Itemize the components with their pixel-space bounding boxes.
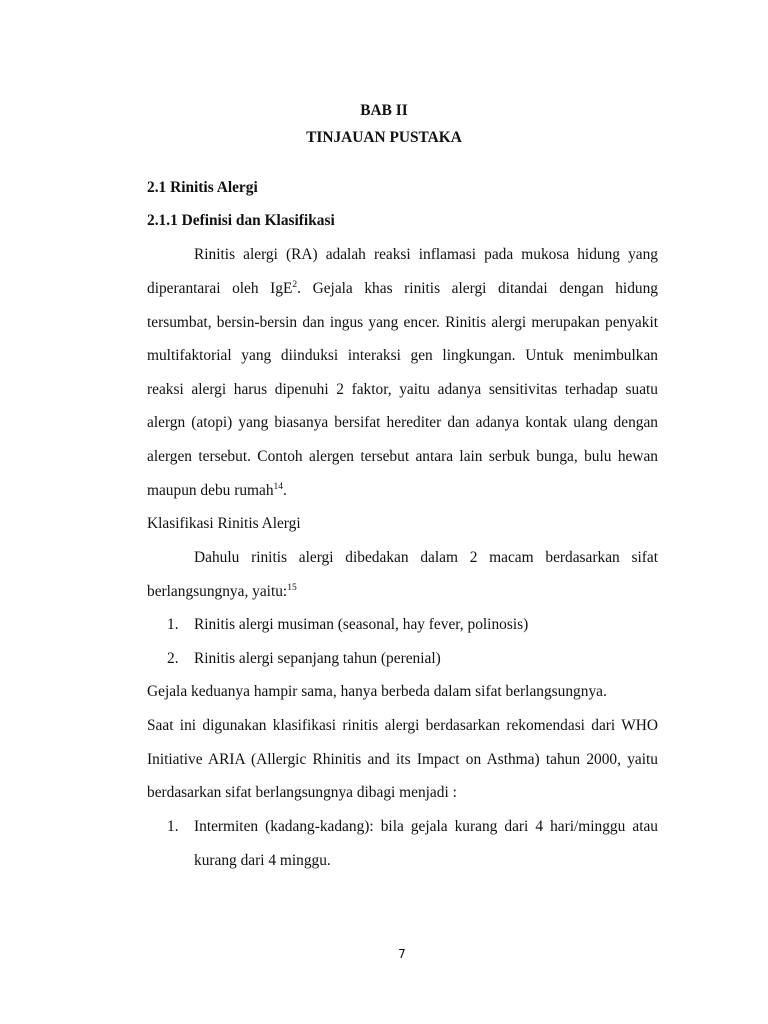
list-text-continuation: kurang dari 4 minggu. xyxy=(194,852,331,869)
paragraph-line: diperantarai oleh IgE$^2$. Gejala khas rinitis alergi ditandai dengan hidung xyxy=(147,280,658,297)
paragraph-line: tersumbat, bersin-bersin dan ingus yang encer. Rinitis alergi merupakan penyakit xyxy=(147,314,658,331)
list-text: Intermiten (kadang-kadang): bila gejala kurang dari 4 hari/minggu atau xyxy=(194,818,658,835)
list-text: Rinitis alergi musiman (seasonal, hay fever, polinosis) xyxy=(194,616,529,633)
paragraph-line: maupun debu rumah$^{14}$. xyxy=(147,482,287,499)
paragraph-line: berlangsungnya, yaitu:$^{15}$ xyxy=(147,583,297,600)
paragraph-line: Dahulu rinitis alergi dibedakan dalam 2 macam berdasarkan sifat xyxy=(194,549,658,566)
paragraph-line: Rinitis alergi (RA) adalah reaksi inflamasi pada mukosa hidung yang xyxy=(194,246,658,263)
page-number: 7 xyxy=(398,947,406,961)
list-text: Rinitis alergi sepanjang tahun (perenial) xyxy=(194,650,441,667)
list-number: 2. xyxy=(167,650,179,667)
paragraph-line: alergen tersebut. Contoh alergen tersebut antara lain serbuk bunga, bulu hewan xyxy=(147,448,658,465)
paragraph-line: Initiative ARIA (Allergic Rhinitis and its Impact on Asthma) tahun 2000, yaitu xyxy=(147,751,658,768)
section-heading: 2.1 Rinitis Alergi xyxy=(147,179,258,196)
chapter-label: BAB II xyxy=(360,102,408,119)
paragraph-line: reaksi alergi harus dipenuhi 2 faktor, yaitu adanya sensitivitas terhadap suatu xyxy=(147,381,658,398)
paragraph-line: alergn (atopi) yang biasanya bersifat herediter dan adanya kontak ulang dengan xyxy=(147,414,658,431)
subsection-heading: 2.1.1 Definisi dan Klasifikasi xyxy=(147,212,335,229)
footnote-ref: 2 xyxy=(292,280,298,290)
chapter-title: TINJAUAN PUSTAKA xyxy=(306,129,462,146)
footnote-ref: 14 xyxy=(273,482,284,492)
paragraph-line: Saat ini digunakan klasifikasi rinitis alergi berdasarkan rekomendasi dari WHO xyxy=(147,717,658,734)
list-number: 1. xyxy=(167,616,179,633)
paragraph-line: berdasarkan sifat berlangsungnya dibagi menjadi : xyxy=(147,784,457,801)
paragraph-line: multifaktorial yang diinduksi interaksi gen lingkungan. Untuk menimbulkan xyxy=(147,347,658,364)
sentence: Gejala keduanya hampir sama, hanya berbeda dalam sifat berlangsungnya. xyxy=(147,683,607,700)
list-number: 1. xyxy=(167,818,179,835)
footnote-ref: 15 xyxy=(287,583,297,593)
klasifikasi-label: Klasifikasi Rinitis Alergi xyxy=(147,515,301,532)
